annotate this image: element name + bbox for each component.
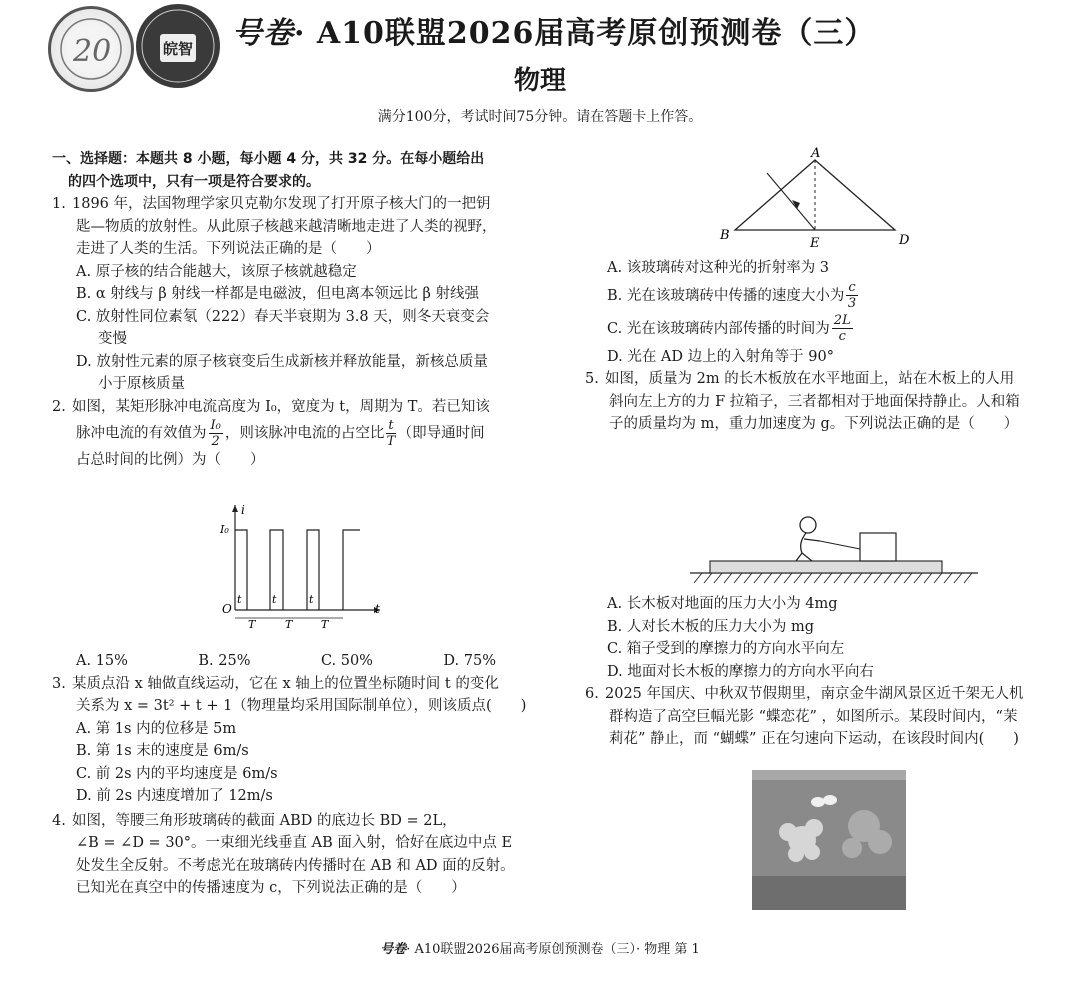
- question-stem: 脉冲电流的有效值为: [76, 425, 207, 442]
- option-d: D. 前 2s 内速度增加了 12m/s: [76, 788, 273, 804]
- question-3: [52, 673, 532, 808]
- footer-brand: 号卷: [380, 942, 407, 957]
- question-5: [585, 368, 1060, 436]
- option-a: A. 该玻璃砖对这种光的折射率为 3: [607, 260, 830, 276]
- triangle-abd: [735, 160, 895, 230]
- question-stem-line: [52, 418, 532, 449]
- question-number: 4.: [52, 812, 66, 829]
- question-stem: 如图，质量为 2m 的长木板放在水平地面上，站在木板上的人用: [605, 371, 1015, 387]
- question-stem: 处发生全反射。不考虑光在玻璃砖内传播时在 AB 和 AD 面的反射。: [76, 857, 515, 874]
- section-heading-line: 一、选择题：本题共 8 小题，每小题 4 分，共 32 分。在每小题给出: [52, 151, 485, 167]
- question-stem: 已知光在真空中的传播速度为 c，下列说法正确的是（ ）: [76, 880, 466, 896]
- option-b: B. 人对长木板的压力大小为 mg: [607, 618, 815, 635]
- option-c: C. 50%: [320, 653, 373, 669]
- option-c: [607, 312, 1060, 346]
- box: [860, 533, 896, 561]
- question-stem: ∠B = ∠D = 30°。一束细光线垂直 AB 面入射，恰好在底边中点 E: [76, 835, 513, 851]
- question-stem: 2025 年国庆、中秋双节假期里，南京金牛湖风景区近千架无人机: [605, 686, 1024, 702]
- question-stem: ，则该脉冲电流的占空比: [224, 425, 385, 442]
- title-brand: 号卷: [232, 16, 294, 51]
- fraction: [846, 280, 857, 311]
- exam-title: [232, 8, 892, 52]
- person-icon: [796, 517, 820, 561]
- question-number: 1.: [52, 196, 66, 212]
- svg-text:20: 20: [73, 34, 112, 69]
- period-label: T: [248, 618, 256, 631]
- fraction: [832, 313, 853, 344]
- axis-label-i: i: [241, 503, 245, 517]
- question-stem: 关系为 x = 3t² + t + 1（物理量均采用国际制单位），则该质点( ): [76, 698, 527, 714]
- section-heading: [52, 148, 532, 193]
- question-stem: 如图，某矩形脉冲电流高度为 I₀，宽度为 t，周期为 T。若已知该: [72, 398, 490, 415]
- option-d: D. 放射性元素的原子核衰变后生成新核并释放能量，新核总质量: [76, 353, 488, 370]
- rope: [820, 541, 860, 549]
- denominator: T: [386, 434, 396, 449]
- question-stem: （即导通时间: [397, 425, 485, 442]
- question-stem: 莉花” 静止，而 “蝴蝶” 正在匀速向下运动，在该段时间内( ): [609, 731, 1019, 747]
- question-stem: 走进了人类的生活。下列说法正确的是（ ）: [76, 241, 381, 257]
- option-b: B. 25%: [198, 653, 251, 669]
- option-c-text: C. 光在该玻璃砖内部传播的时间为: [607, 320, 830, 337]
- question-stem: 占总时间的比例）为（ ）: [76, 452, 265, 468]
- question-stem: 如图，等腰三角形玻璃砖的截面 ABD 的底边长 BD = 2L，: [72, 812, 457, 829]
- subject-title: 物理: [513, 66, 566, 96]
- option-b: B. α 射线与 β 射线一样都是电磁波，但电离本领远比 β 射线强: [76, 286, 479, 302]
- question-stem: 匙—物质的放射性。从此原子核越来越清晰地走进了人类的视野，: [76, 218, 497, 235]
- numerator: I₀: [210, 418, 221, 433]
- option-d: D. 地面对长木板的摩擦力的方向水平向右: [607, 663, 874, 680]
- option-b: [607, 280, 1060, 312]
- question-number: 5.: [585, 371, 599, 387]
- question-stem: 某质点沿 x 轴做直线运动，它在 x 轴上的位置坐标随时间 t 的变化: [72, 675, 499, 692]
- option-c-cont: 变慢: [98, 331, 127, 347]
- board-person-box-figure: [680, 505, 980, 590]
- prism-triangle-figure: [715, 145, 925, 250]
- question-number: 2.: [52, 398, 66, 415]
- option-c: C. 前 2s 内的平均速度是 6m/s: [76, 765, 278, 782]
- wanzhi-logo-text: 皖智: [163, 40, 194, 58]
- ground-hatching: [694, 573, 972, 583]
- q2-options: [76, 650, 496, 673]
- question-stem: 斜向左上方的力 F 拉箱子，三者都相对于地面保持静止。人和箱: [609, 393, 1020, 410]
- option-d-cont: 小于原核质量: [98, 376, 185, 392]
- option-d: D. 75%: [443, 653, 496, 669]
- option-a: A. 原子核的结合能越大，该原子核就越稳定: [76, 263, 357, 280]
- axis-label-i0: I₀: [220, 523, 229, 536]
- left-column: [52, 148, 532, 472]
- section-heading-line: 的四个选项中，只有一项是符合要求的。: [68, 173, 320, 190]
- option-a: A. 长木板对地面的压力大小为 4mg: [607, 596, 838, 612]
- title-text: · A10联盟2026届高考原创预测卷（三）: [294, 16, 876, 51]
- fraction: [209, 418, 223, 449]
- question-2: [52, 396, 532, 472]
- point-label-e: E: [810, 236, 820, 250]
- width-label-t: t: [272, 593, 277, 606]
- question-6: [585, 683, 1060, 751]
- right-column-lower: [585, 593, 1060, 751]
- left-column-lower: [52, 650, 532, 900]
- footer-text: · A10联盟2026届高考原创预测卷（三）· 物理 第 1: [406, 942, 700, 957]
- vertex-label-b: B: [720, 228, 730, 243]
- option-c: C. 放射性同位素氡（222）春天半衰期为 3.8 天，则冬天衰变会: [76, 308, 490, 325]
- question-1: [52, 193, 532, 396]
- question-4: [52, 810, 532, 900]
- denominator: c: [838, 329, 846, 344]
- denominator: 3: [847, 296, 857, 311]
- arrow-icon: [232, 505, 238, 512]
- pulse-current-graph: [215, 500, 390, 635]
- period-label: T: [285, 618, 293, 631]
- width-label-t: t: [237, 593, 242, 606]
- option-b-text: B. 光在该玻璃砖中传播的速度大小为: [607, 287, 845, 304]
- question-number: 6.: [585, 686, 599, 702]
- vertex-label-a: A: [811, 146, 821, 161]
- question-stem: 群构造了高空巨幅光影 “蝶恋花” ，如图所示。某段时间内，“茉: [609, 708, 1018, 725]
- option-d: D. 光在 AD 边上的入射角等于 90°: [607, 348, 834, 365]
- vertex-label-d: D: [899, 233, 910, 248]
- pulse-waveform: [235, 530, 360, 610]
- option-c: C. 箱子受到的摩擦力的方向水平向左: [607, 641, 845, 657]
- period-label: T: [321, 618, 329, 631]
- question-stem: 1896 年，法国物理学家贝克勒尔发现了打开原子核大门的一把钥: [72, 196, 491, 212]
- question-number: 3.: [52, 675, 66, 692]
- long-board: [710, 561, 942, 573]
- right-column: [585, 257, 1060, 436]
- denominator: 2: [211, 434, 220, 449]
- exam-meta: 满分100分，考试时间75分钟。请在答题卡上作答。: [377, 109, 703, 125]
- fraction: [386, 418, 395, 449]
- origin-label: O: [222, 602, 232, 616]
- option-a: A. 15%: [76, 653, 128, 669]
- question-stem: 子的质量均为 m，重力加速度为 g。下列说法正确的是（ ）: [609, 416, 1019, 432]
- page-footer: [0, 938, 1080, 957]
- option-a: A. 第 1s 内的位移是 5m: [76, 720, 237, 737]
- axis-label-t: t: [375, 602, 380, 616]
- numerator: 2L: [833, 313, 851, 328]
- numerator: c: [848, 280, 856, 295]
- numerator: t: [388, 418, 394, 433]
- drone-show-photo: [752, 770, 906, 910]
- option-b: B. 第 1s 末的速度是 6m/s: [76, 743, 249, 759]
- width-label-t: t: [309, 593, 314, 606]
